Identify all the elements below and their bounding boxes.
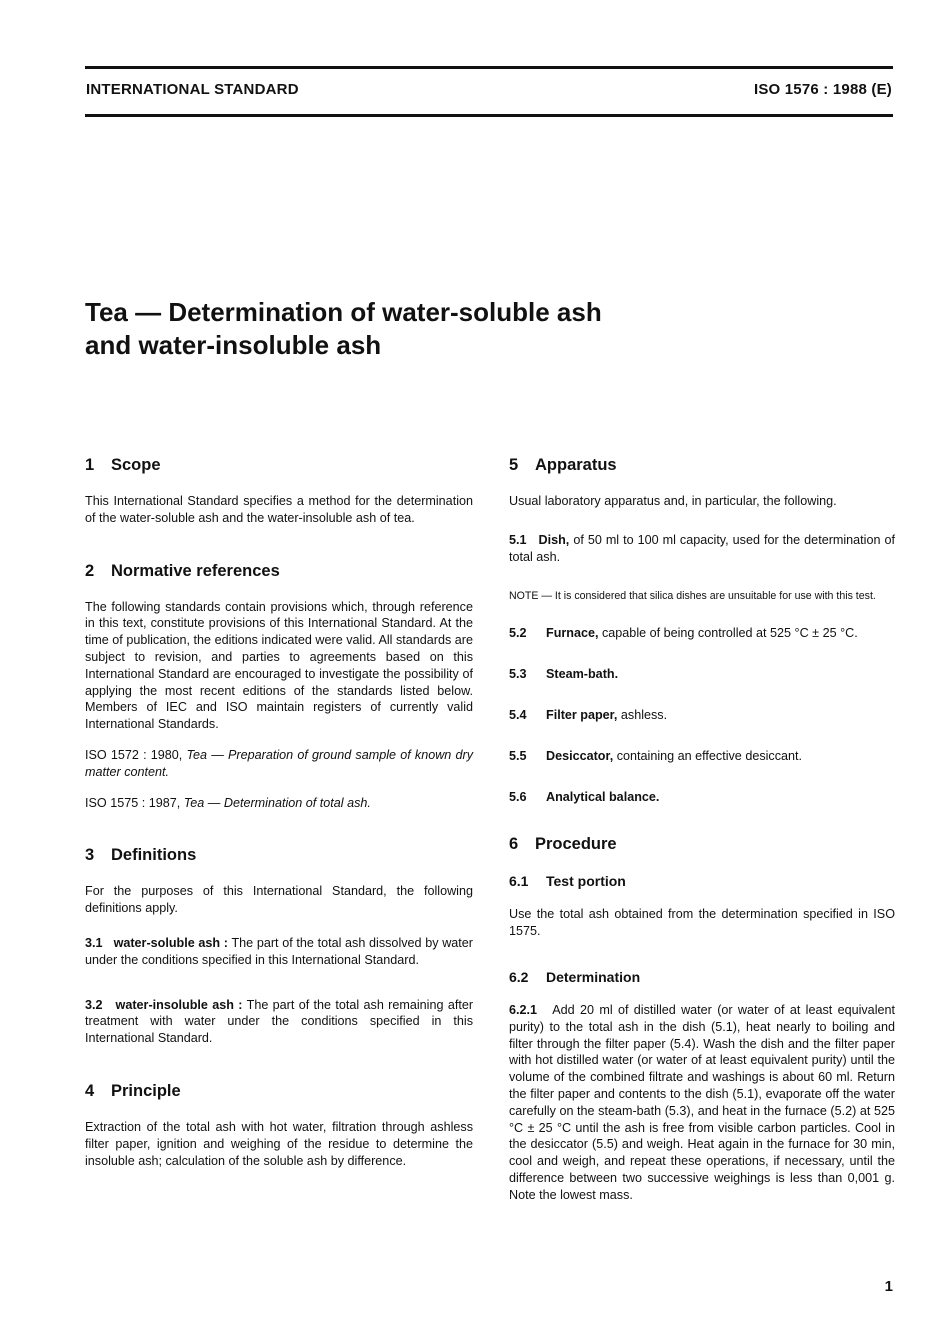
apparatus-balance: 5.6 Analytical balance. [509, 790, 660, 805]
section-normative-references [85, 561, 473, 812]
apparatus-intro: Usual laboratory apparatus and, in particular, the following. [509, 494, 837, 508]
definition-water-soluble-ash: 3.1 water-soluble ash : The part of the total ash dissolved by water under the conditions specified in this International Standard. [85, 935, 473, 967]
left-column [85, 455, 473, 1169]
document-title [85, 296, 845, 362]
principle-text: Extraction of the total ash with hot water, filtration through ashless filter paper, ignition and weighing of the residue to determine the insoluble ash; calculation of the soluble ash by difference. [85, 1119, 473, 1168]
subsection-heading: 6.2 Determination [509, 968, 641, 985]
reference-iso-1575: ISO 1575 : 1987, Tea — Determination of total ash. [85, 795, 371, 810]
section-procedure [509, 834, 895, 1203]
section-heading: 2 Normative references [85, 561, 280, 580]
standard-number: ISO 1576 : 1988 (E) [753, 81, 892, 98]
determination-text: 6.2.1 Add 20 ml of distilled water (or water of at least equivalent purity) to the total ash in the dish (5.1), heat nearly to boiling and filter through the filter paper (5.4). Wash the dish and the filter paper with hot distilled water (or water of at least equivalent purity) until the volume of the combined filtrate and washings is about 60 ml. Return the filter paper and contents to the dish (5.1), evaporate off the water carefully on the steam-bath (5.3), and heat in the furnace (5.2) at 525 °C ± 25 °C until the ash is free from visible carbon particles. Cool in the desiccator (5.5) and weigh. Heat again in the furnace for 30 min, cool and weigh, and repeat these operations, if necessary, until the difference between two successive weighings is less than 0,001 g. Note the lowest mass. [509, 1002, 895, 1202]
section-heading: 6 Procedure [509, 835, 617, 854]
section-heading: 3 Definitions [85, 846, 197, 865]
section-heading: 4 Principle [85, 1081, 181, 1100]
reference-iso-1572: ISO 1572 : 1980, Tea — Preparation of ground sample of known dry matter content. [85, 747, 473, 779]
apparatus-dish: 5.1 Dish, of 50 ml to 100 ml capacity, used for the determination of total ash. [509, 532, 895, 564]
subsection-heading: 6.1 Test portion [509, 873, 626, 890]
apparatus-note: NOTE — It is considered that silica dishes are unsuitable for use with this test. [509, 590, 876, 603]
title-line-2: and water-insoluble ash [85, 330, 382, 360]
section-apparatus [509, 455, 895, 806]
title-line-1: Tea — Determination of water-soluble ash [85, 297, 602, 327]
normative-text: The following standards contain provisions which, through reference in this text, constitute provisions of this International Standard. At the time of publication, the editions indicated were valid. All standards are subject to revision, and parties to agreements based on this International Standard are encouraged to investigate the possibility of applying the most recent editions of the standards listed below. Members of IEC and ISO maintain registers of currently valid International Standards. [85, 599, 473, 732]
apparatus-filter-paper: 5.4 Filter paper, ashless. [509, 708, 668, 723]
header-bottom-rule [85, 114, 893, 117]
page-number: 1 [884, 1278, 893, 1295]
right-column [509, 455, 895, 1204]
test-portion-text: Use the total ash obtained from the determination specified in ISO 1575. [509, 907, 895, 939]
document-type-label: INTERNATIONAL STANDARD [86, 81, 299, 98]
apparatus-furnace: 5.2 Furnace, capable of being controlled at 525 °C ± 25 °C. [509, 626, 858, 641]
scope-text: This International Standard specifies a method for the determination of the water-soluble ash and the water-insoluble ash of tea. [85, 494, 473, 525]
section-heading: 5 Apparatus [509, 456, 617, 474]
header-top-rule [85, 66, 893, 69]
section-principle [85, 1081, 473, 1169]
definitions-intro: For the purposes of this International Standard, the following definitions apply. [85, 884, 473, 916]
section-heading: 1 Scope [85, 456, 161, 474]
section-scope [85, 455, 473, 527]
apparatus-steam-bath: 5.3 Steam-bath. [509, 667, 619, 682]
section-definitions [85, 845, 473, 1047]
definition-water-insoluble-ash: 3.2 water-insoluble ash : The part of the total ash remaining after treatment with water under the conditions specified in this International Standard. [85, 997, 474, 1046]
apparatus-desiccator: 5.5 Desiccator, containing an effective desiccant. [509, 749, 803, 764]
